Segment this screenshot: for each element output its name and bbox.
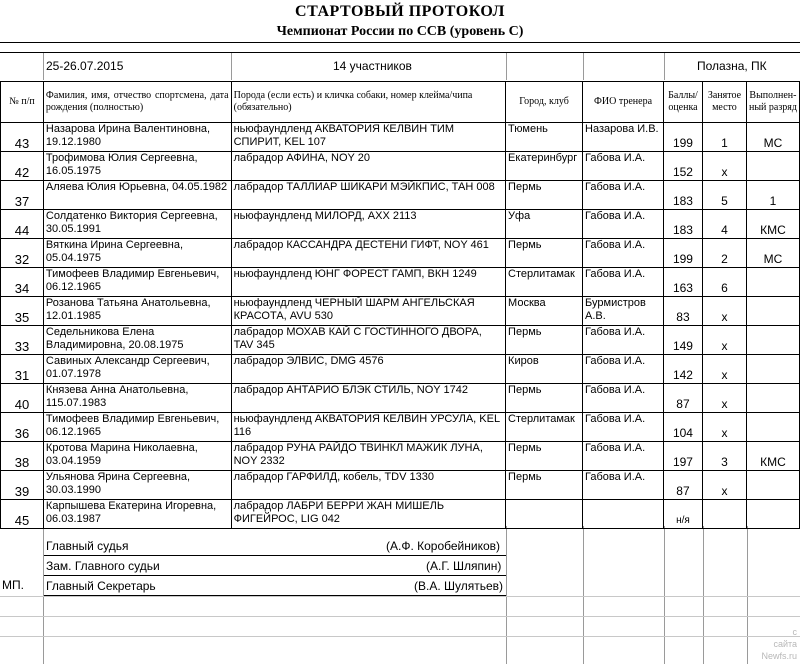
cell-trainer-name	[583, 500, 664, 529]
cell-place: 5	[702, 181, 746, 210]
cell-athlete-name: Кротова Марина Николаевна, 03.04.1959	[43, 442, 231, 471]
chief-judge-name: (А.Ф. Коробейников)	[386, 539, 501, 553]
cell-city-club: Москва	[506, 297, 583, 326]
cell-city-club: Киров	[506, 355, 583, 384]
cell-score: 87	[663, 384, 702, 413]
cell-rank	[746, 471, 799, 500]
cell-place: 4	[702, 210, 746, 239]
cell-city-club: Пермь	[506, 442, 583, 471]
table-row	[1, 297, 800, 326]
cell-place: 6	[702, 268, 746, 297]
cell-dog-info: лабрадор ЛАБРИ БЕРРИ ЖАН МИШЕЛЬ ФИГЕЙРОС, LIG 042	[231, 500, 505, 529]
cell-participant-number: 38	[1, 442, 44, 471]
table-row	[1, 355, 800, 384]
cell-dog-info: лабрадор АНТАРИО БЛЭК СТИЛЬ, NOY 1742	[231, 384, 505, 413]
table-row	[1, 471, 800, 500]
divider-top	[0, 42, 800, 43]
deputy-judge-name: (А.Г. Шляпин)	[426, 559, 502, 573]
cell-athlete-name: Трофимова Юлия Сергеевна, 16.05.1975	[43, 152, 231, 181]
cell-dog-info: ньюфаундленд АКВАТОРИЯ КЕЛВИН ТИМ СПИРИТ, KEL 107	[231, 123, 505, 152]
cell-score: 183	[663, 210, 702, 239]
cell-athlete-name: Вяткина Ирина Сергеевна, 05.04.1975	[43, 239, 231, 268]
stamp-placeholder: МП.	[2, 578, 24, 592]
cell-dog-info: лабрадор КАССАНДРА ДЕСТЕНИ ГИФТ, NOY 461	[231, 239, 505, 268]
header-place: Занятое место	[702, 82, 746, 123]
cell-athlete-name: Тимофеев Владимир Евгеньевич, 06.12.1965	[43, 268, 231, 297]
table-header-row	[1, 82, 800, 123]
cell-trainer-name: Назарова И.В.	[583, 123, 664, 152]
cell-place: 1	[702, 123, 746, 152]
cell-city-club: Стерлитамак	[506, 268, 583, 297]
cell-rank: КМС	[746, 442, 799, 471]
cell-trainer-name: Габова И.А.	[583, 152, 664, 181]
cell-city-club: Екатеринбург	[506, 152, 583, 181]
cell-participant-number: 33	[1, 326, 44, 355]
cell-athlete-name: Седельникова Елена Владимировна, 20.08.1975	[43, 326, 231, 355]
header-city: Город, клуб	[506, 82, 583, 123]
cell-place: 3	[702, 442, 746, 471]
cell-dog-info: лабрадор ТАЛЛИАР ШИКАРИ МЭЙКПИС, ТАН 008	[231, 181, 505, 210]
header-dog: Порода (если есть) и кличка собаки, номер клейма/чипа (обязательно)	[231, 82, 505, 123]
cell-rank: КМС	[746, 210, 799, 239]
cell-dog-info: лабрадор МОХАВ КАЙ С ГОСТИННОГО ДВОРА, TAV 345	[231, 326, 505, 355]
cell-dog-info: ньюфаундленд АКВАТОРИЯ КЕЛВИН УРСУЛА, KEL 116	[231, 413, 505, 442]
cell-place: x	[702, 152, 746, 181]
cell-rank	[746, 355, 799, 384]
cell-trainer-name: Габова И.А.	[583, 471, 664, 500]
cell-dog-info: ньюфаундленд МИЛОРД, AXX 2113	[231, 210, 505, 239]
cell-city-club: Пермь	[506, 239, 583, 268]
participants-count: 14 участников	[333, 59, 412, 73]
cell-athlete-name: Розанова Татьяна Анатольевна, 12.01.1985	[43, 297, 231, 326]
cell-place: 2	[702, 239, 746, 268]
cell-city-club: Тюмень	[506, 123, 583, 152]
cell-city-club: Пермь	[506, 326, 583, 355]
cell-place: x	[702, 413, 746, 442]
chief-judge-label: Главный судья	[46, 539, 129, 553]
cell-city-club: Стерлитамак	[506, 413, 583, 442]
cell-participant-number: 43	[1, 123, 44, 152]
cell-score: 197	[663, 442, 702, 471]
cell-place: x	[702, 355, 746, 384]
table-row	[1, 123, 800, 152]
cell-trainer-name: Габова И.А.	[583, 181, 664, 210]
cell-trainer-name: Габова И.А.	[583, 384, 664, 413]
cell-score: 152	[663, 152, 702, 181]
divider-meta	[0, 52, 800, 53]
cell-rank	[746, 326, 799, 355]
cell-place: x	[702, 297, 746, 326]
header-score: Баллы/ оценка	[663, 82, 702, 123]
cell-trainer-name: Габова И.А.	[583, 442, 664, 471]
cell-dog-info: ньюфаундленд ЮНГ ФОРЕСТ ГАМП, ВКН 1249	[231, 268, 505, 297]
table-row	[1, 326, 800, 355]
deputy-judge-line	[44, 575, 506, 576]
cell-athlete-name: Солдатенко Виктория Сергеевна, 30.05.1991	[43, 210, 231, 239]
cell-participant-number: 45	[1, 500, 44, 529]
cell-athlete-name: Карпышева Екатерина Игоревна, 06.03.1987	[43, 500, 231, 529]
table-row	[1, 500, 800, 529]
cell-rank	[746, 268, 799, 297]
table-row	[1, 384, 800, 413]
cell-score: 183	[663, 181, 702, 210]
cell-place: x	[702, 471, 746, 500]
cell-city-club: Уфа	[506, 210, 583, 239]
cell-score: 104	[663, 413, 702, 442]
cell-participant-number: 31	[1, 355, 44, 384]
header-name: Фамилия, имя, отчество спортсмена, дата рождения (полностью)	[43, 82, 231, 123]
cell-place: x	[702, 384, 746, 413]
cell-participant-number: 36	[1, 413, 44, 442]
cell-participant-number: 40	[1, 384, 44, 413]
cell-trainer-name: Бурмистров А.В.	[583, 297, 664, 326]
start-protocol-table	[0, 81, 800, 529]
cell-city-club: Пермь	[506, 384, 583, 413]
cell-place	[702, 500, 746, 529]
cell-city-club	[506, 500, 583, 529]
event-location: Полазна, ПК	[697, 59, 767, 73]
table-row	[1, 442, 800, 471]
deputy-judge-label: Зам. Главного судьи	[46, 559, 160, 573]
cell-rank	[746, 413, 799, 442]
cell-rank: МС	[746, 123, 799, 152]
cell-athlete-name: Назарова Ирина Валентиновна, 19.12.1980	[43, 123, 231, 152]
cell-score: н/я	[663, 500, 702, 529]
cell-athlete-name: Савиных Александр Сергеевич, 01.07.1978	[43, 355, 231, 384]
event-dates: 25-26.07.2015	[46, 59, 124, 73]
cell-rank	[746, 500, 799, 529]
secretary-name: (В.А. Шулятьев)	[414, 579, 504, 593]
cell-participant-number: 32	[1, 239, 44, 268]
cell-score: 163	[663, 268, 702, 297]
cell-rank	[746, 384, 799, 413]
cell-score: 87	[663, 471, 702, 500]
table-row	[1, 413, 800, 442]
watermark-line-3: Newfs.ru	[761, 651, 797, 661]
cell-dog-info: лабрадор ГАРФИЛД, кобель, TDV 1330	[231, 471, 505, 500]
cell-rank: МС	[746, 239, 799, 268]
cell-city-club: Пермь	[506, 181, 583, 210]
page-title: СТАРТОВЫЙ ПРОТОКОЛ	[295, 3, 505, 20]
cell-athlete-name: Князева Анна Анатольевна, 115.07.1983	[43, 384, 231, 413]
secretary-label: Главный Секретарь	[46, 579, 156, 593]
cell-athlete-name: Аляева Юлия Юрьевна, 04.05.1982	[43, 181, 231, 210]
cell-trainer-name: Габова И.А.	[583, 355, 664, 384]
cell-rank	[746, 297, 799, 326]
cell-score: 83	[663, 297, 702, 326]
cell-participant-number: 35	[1, 297, 44, 326]
cell-city-club: Пермь	[506, 471, 583, 500]
cell-participant-number: 39	[1, 471, 44, 500]
table-row	[1, 181, 800, 210]
cell-athlete-name: Тимофеев Владимир Евгеньевич, 06.12.1965	[43, 413, 231, 442]
cell-participant-number: 44	[1, 210, 44, 239]
secretary-line	[44, 595, 506, 596]
cell-rank	[746, 152, 799, 181]
page-subtitle: Чемпионат России по ССВ (уровень С)	[276, 24, 524, 39]
cell-participant-number: 37	[1, 181, 44, 210]
cell-athlete-name: Ульянова Ярина Сергеевна, 30.03.1990	[43, 471, 231, 500]
cell-trainer-name: Габова И.А.	[583, 413, 664, 442]
table-row	[1, 239, 800, 268]
chief-judge-line	[44, 555, 506, 556]
cell-dog-info: лабрадор АФИНА, NOY 20	[231, 152, 505, 181]
watermark-line-2: сайта	[773, 639, 797, 649]
table-row	[1, 268, 800, 297]
cell-score: 199	[663, 239, 702, 268]
cell-dog-info: лабрадор ЭЛВИС, DMG 4576	[231, 355, 505, 384]
header-num: № п/п	[1, 82, 44, 123]
cell-place: x	[702, 326, 746, 355]
cell-score: 199	[663, 123, 702, 152]
cell-trainer-name: Габова И.А.	[583, 210, 664, 239]
cell-participant-number: 42	[1, 152, 44, 181]
table-row	[1, 152, 800, 181]
cell-trainer-name: Габова И.А.	[583, 268, 664, 297]
cell-dog-info: ньюфаундленд ЧЕРНЫЙ ШАРМ АНГЕЛЬСКАЯ КРАСОТА, AVU 530	[231, 297, 505, 326]
table-row	[1, 210, 800, 239]
cell-rank: 1	[746, 181, 799, 210]
watermark-line-1: с	[792, 627, 797, 637]
cell-trainer-name: Габова И.А.	[583, 239, 664, 268]
cell-score: 142	[663, 355, 702, 384]
header-trainer: ФИО тренера	[583, 82, 664, 123]
cell-dog-info: лабрадор РУНА РАЙДО ТВИНКЛ МАЖИК ЛУНА, NOY 2332	[231, 442, 505, 471]
header-rank: Выполнен- ный разряд	[746, 82, 799, 123]
cell-participant-number: 34	[1, 268, 44, 297]
cell-score: 149	[663, 326, 702, 355]
cell-trainer-name: Габова И.А.	[583, 326, 664, 355]
